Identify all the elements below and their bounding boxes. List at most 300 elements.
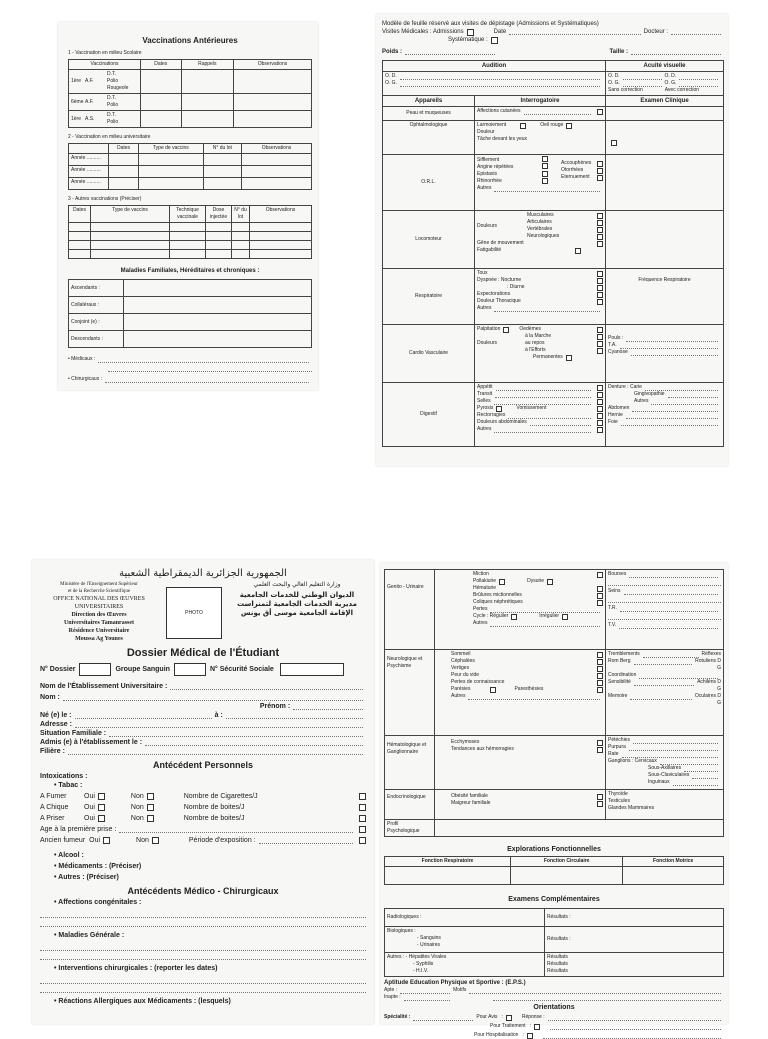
permanentes: Permanentes	[533, 354, 563, 360]
cyanose-field[interactable]	[631, 350, 718, 356]
non-label: Non	[130, 804, 144, 811]
photo-label: PHOTO	[185, 609, 203, 616]
checkbox[interactable]	[503, 327, 509, 333]
field[interactable]	[626, 413, 718, 419]
boites-label-2: Nombre de boites/J	[183, 815, 245, 822]
ophta-label: Ophtalmologique	[383, 121, 475, 155]
checkbox[interactable]	[597, 586, 603, 592]
vomissement: Vomissement	[516, 405, 547, 411]
motifs-field[interactable]	[469, 988, 721, 994]
cell-input[interactable]	[234, 111, 312, 128]
inapte-label: Inapte :	[384, 994, 401, 1000]
biologiques: Biologiques :	[387, 928, 416, 934]
vacc-school-table	[68, 59, 312, 128]
checkbox[interactable]	[597, 413, 603, 419]
genito-autres: Autres	[473, 620, 488, 626]
cell-input[interactable]	[181, 70, 233, 94]
checkbox[interactable]	[597, 420, 603, 426]
checkbox[interactable]	[597, 673, 603, 679]
petechies: Pétéchies	[608, 737, 630, 743]
checkbox[interactable]	[496, 406, 502, 412]
page-screening	[376, 14, 728, 466]
memoire: Memoire	[608, 693, 628, 699]
priser-oui-checkbox[interactable]	[98, 815, 105, 822]
og-label: O. G.	[664, 80, 677, 86]
pouls-field[interactable]	[626, 336, 718, 342]
maladies-line-2[interactable]	[40, 951, 366, 960]
apte-field[interactable]	[400, 988, 450, 994]
cell-input[interactable]	[242, 166, 312, 178]
field[interactable]	[619, 623, 718, 629]
seins: Seins	[608, 588, 621, 594]
inguinaux: Inguinaux	[648, 779, 670, 785]
field[interactable]	[624, 589, 718, 595]
cardio-douleurs: Douleurs	[477, 340, 498, 346]
musculaires: Musculaires	[527, 212, 554, 218]
checkbox[interactable]	[597, 687, 603, 693]
vertiges: Vertiges	[451, 665, 470, 671]
field[interactable]	[621, 420, 718, 426]
periode-checkbox[interactable]	[359, 837, 366, 844]
acuite-header: Acuité visuelle	[606, 61, 724, 72]
ancien-non-checkbox[interactable]	[152, 837, 159, 844]
interventions-line[interactable]	[40, 975, 366, 984]
field[interactable]	[632, 406, 718, 412]
bourses: Bourses	[608, 571, 627, 577]
tendances-hemorragies: Tendances aux hémorragies	[451, 746, 514, 752]
dossier-input[interactable]	[79, 663, 111, 676]
maladies-label: • Maladies Générale :	[54, 932, 125, 939]
ministere-2: et de la Recherche Scientifique	[67, 589, 131, 594]
fumer-non-checkbox[interactable]	[147, 793, 154, 800]
vertebrales: Vertébrales	[527, 226, 553, 232]
adresse-label: Adresse :	[40, 721, 72, 728]
checkbox[interactable]	[597, 278, 603, 284]
checkbox[interactable]	[597, 227, 603, 233]
systematique-label: Systématique :	[448, 37, 488, 43]
screening-model-line: Modèle de feuille réservé aux visites de dépistage (Admissions et Systématiques)	[382, 21, 599, 27]
table-row	[69, 331, 312, 348]
poids-field[interactable]	[405, 49, 495, 55]
cell-input[interactable]	[124, 280, 312, 297]
nom-label: Nom :	[40, 694, 60, 701]
chique-oui-checkbox[interactable]	[98, 804, 105, 811]
cardio-label: Cardio Vasculaire	[383, 325, 475, 383]
direction-ar: مديرية الخدمات الجامعية لتمنراست	[237, 600, 357, 608]
amc-title: Antécédents Médico - Chirurgicaux	[127, 886, 279, 896]
pour-avis-checkbox[interactable]	[506, 1015, 512, 1021]
ne-field[interactable]	[75, 713, 212, 719]
checkbox[interactable]	[520, 123, 526, 129]
age-field[interactable]	[119, 827, 353, 833]
checkbox[interactable]	[597, 593, 603, 599]
avec-correction: Avec correction	[664, 87, 700, 93]
cell-input[interactable]	[203, 178, 241, 190]
checkbox[interactable]	[597, 327, 603, 333]
res-2: Résultats	[547, 961, 568, 967]
resultats-bio: Résultats :	[545, 927, 724, 953]
row-level: 6ème	[71, 98, 84, 105]
checkbox[interactable]	[597, 427, 603, 433]
checkbox[interactable]	[597, 299, 603, 305]
age-label: Age à la première prise :	[40, 826, 117, 833]
medicaux-line[interactable]	[68, 356, 312, 363]
table-row	[69, 111, 312, 128]
row-level: 1ère	[71, 115, 82, 122]
cell-input[interactable]	[242, 154, 312, 166]
digestif-label: Digestif	[383, 383, 475, 447]
row-type: A.F.	[85, 78, 94, 84]
dyspnee-diurne: : Diurne	[507, 284, 525, 290]
th-dose: Dose injectée	[206, 206, 232, 223]
cell-input[interactable]	[141, 70, 182, 94]
pertes-connaissance: Pertes de connaissance	[451, 679, 505, 685]
row-conjoint: Conjoint (e) :	[69, 314, 124, 331]
oui-label: Oui	[89, 837, 101, 844]
od-field[interactable]	[400, 74, 600, 80]
admissions-checkbox[interactable]	[467, 29, 474, 36]
checkbox[interactable]	[597, 652, 603, 658]
transit: Transit	[477, 391, 493, 397]
onou-2: UNIVERSITAIRES	[74, 604, 124, 610]
oui-label: Oui	[84, 804, 95, 811]
tabac-label: • Tabac :	[54, 782, 83, 789]
checkbox[interactable]	[597, 392, 603, 398]
cell-input[interactable]	[139, 178, 204, 190]
a-field[interactable]	[226, 713, 363, 719]
chique-non-checkbox[interactable]	[147, 804, 154, 811]
od-field[interactable]	[679, 74, 718, 80]
profil-psy-label: Profil Psychologique	[385, 820, 435, 837]
pour-traitement-checkbox[interactable]	[534, 1024, 540, 1030]
cell-input[interactable]	[181, 111, 233, 128]
appareils-header: Appareils	[383, 96, 475, 107]
traitement-field[interactable]	[550, 1024, 721, 1030]
checkbox[interactable]	[597, 109, 603, 115]
checkbox[interactable]	[597, 348, 603, 354]
chirurgicaux-line[interactable]	[68, 376, 312, 383]
periode-field[interactable]	[259, 838, 353, 844]
checkbox[interactable]	[597, 680, 603, 686]
cell-input[interactable]	[109, 178, 139, 190]
coordination: Coordination	[608, 672, 637, 678]
systematique-checkbox[interactable]	[491, 37, 498, 44]
rotuliens-d: Rotuliens D	[695, 658, 721, 664]
checkbox[interactable]	[597, 406, 603, 412]
cell-input[interactable]	[141, 111, 182, 128]
checkbox[interactable]	[542, 163, 548, 169]
cell-input[interactable]	[109, 154, 139, 166]
aptitude-eps: Aptitude Education Physique et Sportive : (E.P.S.)	[384, 980, 526, 986]
angine: Angine répétées	[477, 163, 514, 170]
sous-axillaires: Sous-Axillaires	[648, 765, 682, 771]
checkbox[interactable]	[597, 271, 603, 277]
cycle-regulier: Cycle : Régulier	[473, 613, 509, 619]
appetit: Appétit	[477, 384, 493, 390]
adresse-field[interactable]	[75, 722, 363, 728]
maladies-line[interactable]	[40, 942, 366, 951]
checkbox[interactable]	[597, 168, 603, 174]
cell-input[interactable]	[234, 70, 312, 94]
syphilis: - Syphilis	[413, 961, 434, 967]
medicaux-label: • Médicaux :	[68, 356, 96, 362]
boites-checkbox-2[interactable]	[359, 815, 366, 822]
affections-cutanees: Affections cutanées	[477, 108, 521, 114]
checkbox[interactable]	[597, 234, 603, 240]
purpura: Purpura	[608, 744, 626, 750]
gingivopathie: Gingivopathie	[634, 391, 665, 397]
family-diseases-title: Maladies Familiales, Héréditaires et chroniques :	[120, 268, 260, 274]
checkbox[interactable]	[597, 801, 603, 807]
vaccine: Rougeole	[107, 85, 129, 91]
sous-claviculaires: Sous-Claviculaires	[648, 772, 690, 778]
oedemes: Oedèmes	[519, 326, 542, 332]
congenitales-line-2[interactable]	[40, 918, 366, 927]
checkbox[interactable]	[597, 666, 603, 672]
cell-input[interactable]	[234, 94, 312, 111]
boites-checkbox[interactable]	[359, 804, 366, 811]
rhinorrhee: Rhinorrhée	[477, 177, 502, 184]
congenitales-label: • Affections congénitales :	[54, 899, 142, 906]
tache-devant-yeux: Tâche devant les yeux	[477, 136, 528, 142]
table-row	[69, 94, 312, 111]
checkbox[interactable]	[597, 600, 603, 606]
cell-input[interactable]	[124, 331, 312, 348]
expectorations: Expectorations	[477, 291, 511, 297]
ancien-oui-checkbox[interactable]	[103, 837, 110, 844]
cephalees: Céphalées	[451, 658, 475, 664]
cell-input[interactable]	[124, 314, 312, 331]
sommeil: Sommeil	[451, 651, 471, 657]
cell-input[interactable]	[385, 867, 511, 885]
prenom-field[interactable]	[293, 704, 363, 710]
field[interactable]	[651, 399, 718, 405]
peur-du-vide: Peur du vide	[451, 672, 480, 678]
field[interactable]	[629, 572, 718, 578]
etab-label: Nom de l'Établissement Universitaire :	[40, 683, 168, 690]
rectorragies: Rectorragies	[477, 412, 506, 418]
situation-label: Situation Familiale :	[40, 730, 107, 737]
cell-input[interactable]	[203, 154, 241, 166]
cell-input[interactable]	[242, 178, 312, 190]
checkbox[interactable]	[597, 220, 603, 226]
medicaux-line-2[interactable]	[108, 363, 312, 372]
cell-input[interactable]	[623, 867, 724, 885]
checkbox[interactable]	[490, 687, 496, 693]
examen-header: Examen Clinique	[606, 96, 724, 107]
oui-label: Oui	[84, 815, 95, 822]
field[interactable]	[668, 392, 718, 398]
checkbox[interactable]	[562, 614, 568, 620]
cell-input[interactable]	[181, 94, 233, 111]
hosp-field[interactable]	[543, 1033, 721, 1039]
medicaments-label: • Médicaments : (Préciser)	[54, 863, 142, 870]
cell-input[interactable]	[139, 154, 204, 166]
checkbox[interactable]	[597, 241, 603, 247]
checkbox[interactable]	[597, 740, 603, 746]
cigarettes-checkbox[interactable]	[359, 793, 366, 800]
checkbox[interactable]	[597, 334, 603, 340]
table-row	[69, 280, 312, 297]
vacc-title: Vaccinations Antérieures	[142, 36, 238, 45]
th-type: Type de vaccins	[91, 206, 170, 223]
checkbox[interactable]	[597, 572, 603, 578]
od-field[interactable]	[623, 74, 662, 80]
th-dates: Dates	[141, 60, 182, 70]
residence-2: Moussa Ag Younes	[75, 636, 123, 642]
checkbox[interactable]	[542, 171, 548, 177]
nom-field[interactable]	[63, 695, 363, 701]
cell-input[interactable]	[510, 867, 622, 885]
vaccine: Polio	[107, 102, 119, 108]
vaccine: Polio	[107, 119, 119, 125]
admis-field[interactable]	[145, 740, 363, 746]
checkbox[interactable]	[566, 123, 572, 129]
resp-autres: Autres	[477, 305, 492, 311]
checkbox[interactable]	[499, 579, 505, 585]
examens-title: Examens Complémentaires	[508, 896, 600, 903]
ta-field[interactable]	[620, 343, 718, 349]
field[interactable]	[645, 385, 718, 391]
reponse-label: Réponse :	[521, 1014, 545, 1020]
cyanose: Cyanose	[608, 349, 628, 355]
checkbox[interactable]	[597, 747, 603, 753]
checkbox[interactable]	[597, 659, 603, 665]
od-label: O. D.	[385, 73, 397, 79]
ne-label: Né (e) le :	[40, 712, 72, 719]
rom-berg: Rom Berg	[608, 658, 631, 664]
cell-input[interactable]	[203, 166, 241, 178]
reponse-field[interactable]	[548, 1015, 721, 1021]
hematurie: Hématurie	[473, 585, 497, 591]
pour-hospitalisation: Pour Hospitalisation	[474, 1032, 519, 1038]
epistaxis: Epistaxis	[477, 170, 498, 177]
vacc-section-2: 2 - Vaccination en milieu universitaire	[68, 134, 151, 140]
checkbox[interactable]	[597, 292, 603, 298]
og-field[interactable]	[679, 81, 718, 87]
th-technique: Technique vaccinale	[170, 206, 206, 223]
cell-input[interactable]	[139, 166, 204, 178]
checkbox[interactable]	[511, 614, 517, 620]
inapte-field[interactable]	[404, 995, 450, 1001]
residence-ar: الإقامة الجامعية موسى أق يونس	[240, 609, 354, 617]
checkbox[interactable]	[597, 341, 603, 347]
checkbox[interactable]	[597, 175, 603, 181]
fumer-oui-checkbox[interactable]	[98, 793, 105, 800]
checkbox[interactable]	[547, 579, 553, 585]
th-lot: N° du lot	[232, 206, 250, 223]
paresthesies: Paresthésies	[514, 686, 544, 692]
interventions-line-2[interactable]	[40, 984, 366, 993]
row-annee: Année ..........	[69, 166, 109, 178]
coliques: Coliques néphrétiques	[473, 599, 523, 605]
sanguins: - Sanguins	[417, 935, 441, 941]
douleur-thoracique: Douleur Thoracique	[477, 298, 521, 304]
date-field[interactable]	[509, 29, 640, 35]
autres-label: • Autres : (Préciser)	[54, 874, 119, 881]
ancien-label: Ancien fumeur	[40, 837, 86, 844]
otorrhees: Otorrhées	[561, 167, 584, 174]
photo-box[interactable]	[166, 587, 222, 639]
foie: Foie	[608, 419, 618, 425]
taille-field[interactable]	[631, 49, 721, 55]
tv: T.V.	[608, 622, 617, 628]
table-row	[69, 314, 312, 331]
oculaires-d: Oculaires D	[694, 693, 721, 699]
filiere-field[interactable]	[68, 749, 363, 755]
checkbox[interactable]	[597, 285, 603, 291]
oeil-rouge: Oeil rouge	[540, 122, 564, 128]
specialite-label: Spécialité :	[384, 1014, 411, 1020]
checkbox[interactable]	[597, 399, 603, 405]
peau-label: Peau et muqueuses	[383, 107, 475, 121]
checkbox[interactable]	[597, 161, 603, 167]
family-table	[68, 279, 312, 348]
oui-label: Oui	[84, 793, 95, 800]
cell-input[interactable]	[109, 166, 139, 178]
checkbox[interactable]	[597, 794, 603, 800]
priser-non-checkbox[interactable]	[147, 815, 154, 822]
cell-input[interactable]	[141, 94, 182, 111]
th-observations: Observations	[242, 144, 312, 154]
checkbox[interactable]	[611, 140, 617, 146]
specialite-field[interactable]	[413, 1015, 473, 1021]
field[interactable]	[620, 606, 718, 612]
pour-hosp-checkbox[interactable]	[527, 1033, 533, 1039]
checkbox[interactable]	[566, 355, 572, 361]
alcool-label: • Alcool :	[54, 852, 84, 859]
row-ascendants: Ascendants :	[69, 280, 124, 297]
etab-field[interactable]	[170, 684, 363, 690]
testicules: Testicules	[608, 798, 630, 804]
date-label: Date	[493, 29, 507, 35]
checkbox[interactable]	[575, 248, 581, 254]
pollakiurie: Pollakiurie	[473, 578, 497, 584]
motifs-field-2[interactable]	[493, 995, 721, 1001]
docteur-field[interactable]	[671, 29, 721, 35]
age-checkbox[interactable]	[359, 826, 366, 833]
hiv: - H.I.V.	[413, 968, 429, 974]
irregulier: Irrégulier	[539, 613, 560, 619]
dossier-label: N° Dossier	[40, 666, 76, 673]
groupe-input[interactable]	[174, 663, 206, 676]
vaccine: D.T.	[107, 95, 116, 101]
vacc-section-3: 3 - Autres vaccinations (Préciser)	[68, 196, 142, 202]
checkbox[interactable]	[542, 178, 548, 184]
checkbox[interactable]	[542, 156, 548, 162]
vacc-other-table	[68, 205, 312, 259]
og-field[interactable]	[623, 81, 662, 87]
genito-label: Genito - Urinaire	[385, 570, 435, 650]
og-field[interactable]	[400, 81, 600, 87]
ecchymoses: Ecchymoses	[451, 739, 480, 745]
page-examens: Genito - Urinaire Miction Pollakiurie Dysurie Hématurie Brûlures mictionnelles Coliques néphrétiques Pertes Cycle : Régulier Irrégulier Autres Bourses Seins T.R. T.V. Neurologique et Psychisme Sommeil Céphalées Vertiges Peur du vide Pertes de connaissance Parésies Paresthésies Autres Tremblements Réflexes Rom Berg Rotuliens D G Coordination Sensibilité Achiléns D G Memoire Oculaires D G Hématologique et Ganglionnaire Ecchymoses Tendances aux hémorragies Pétéchies Purpura Rate Ganglions : Cervicaux Sous-Axillaires Sous-Claviculaires Inguinaux Endocrinologique Obésité familiale Maigreur familiale Thyroïde Testicules Glandes Mammaires Profil Psychologique Explorations Fonctionnelles Fonction Respiratoire Fonction Circulaire Fonction Motrice Examens Complémentaires Radiologiques : Résultats : Biologiques : - Sanguins - Urinaires Résultats : Autres : - Hépatites Virales - Syphilis - H.I.V. Résultats Résultats Résultats Aptitude Education Physique et Sportive : (E.P.S.) Apte : Motifs Inapte : Orientations Spécialité : Pour Avis : Réponse : Pour Traitement : Pour Hospitalisation :	[380, 563, 728, 1024]
checkbox[interactable]	[597, 213, 603, 219]
cell-input[interactable]	[124, 297, 312, 314]
palpitation: Palpitation	[477, 326, 501, 332]
profil-psy-field[interactable]	[435, 820, 724, 837]
secu-input[interactable]	[280, 663, 344, 676]
explorations-title: Explorations Fonctionnelles	[507, 846, 601, 853]
situation-field[interactable]	[109, 731, 363, 737]
og-label: O. G.	[608, 80, 620, 86]
radiologiques: Radiologiques :	[385, 909, 545, 927]
sans-correction: Sans correction	[608, 87, 643, 93]
table-row	[69, 297, 312, 314]
checkbox[interactable]	[597, 385, 603, 391]
table-row	[385, 927, 724, 953]
congenitales-line[interactable]	[40, 909, 366, 918]
